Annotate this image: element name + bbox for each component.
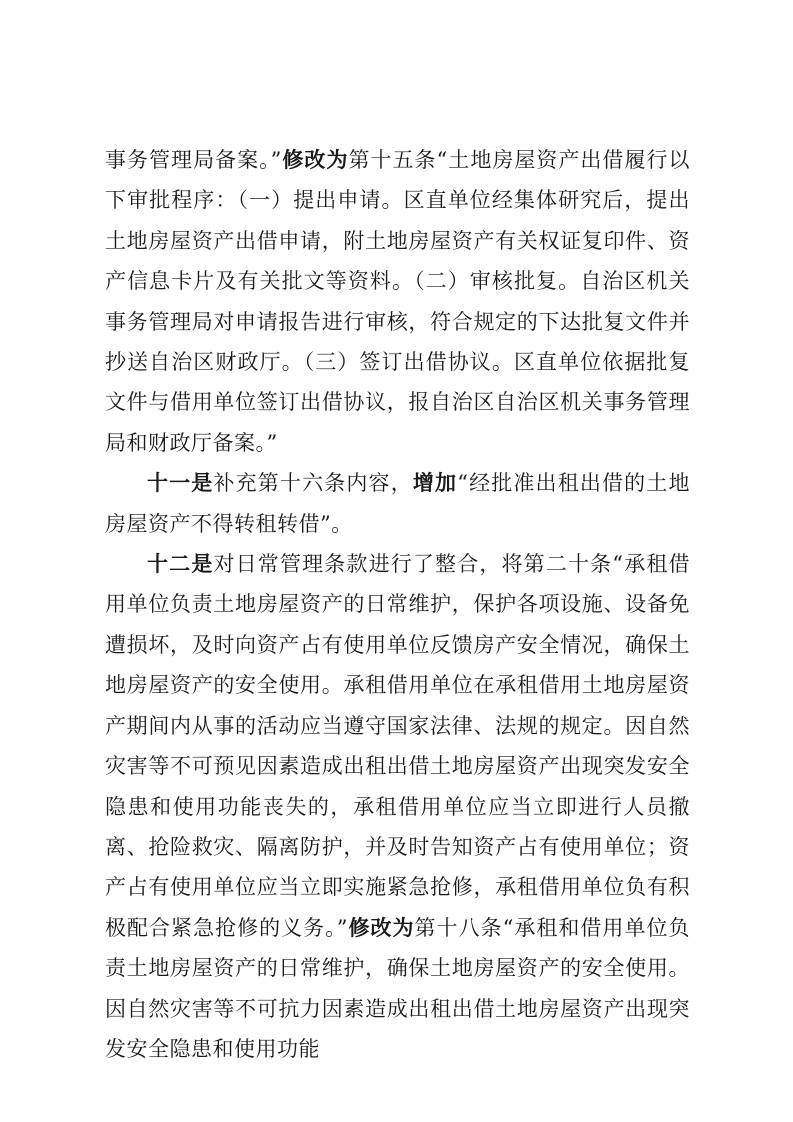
bold-keyword: 修改为 xyxy=(347,915,415,940)
text-segment: 补充第十六条内容， xyxy=(213,471,413,496)
text-segment: 事务管理局备案。” xyxy=(105,148,282,172)
document-body xyxy=(105,140,690,1069)
text-segment: “经批准出租出借的土地房屋资产不得转租转借”。 xyxy=(105,471,690,536)
paragraph-2 xyxy=(105,463,690,544)
paragraph-1 xyxy=(105,140,690,463)
text-segment: 第十五条“土地房屋资产出借履行以下审批程序：（一）提出申请。区直单位经集体研究后，提出土地房屋资产出借申请，附土地房屋资产有关权证复印件、资产信息卡片及有关批文等资料。（二）审核批复。自治区机关事务管理局对申请报告进行审核，符合规定的下达批复文件并抄送自治区财政厅。（三）签订出借协议。区直单位依据批复文件与借用单位签订出借协议，报自治区自治区机关事务管理局和财政厅备案。” xyxy=(105,148,690,455)
bold-keyword: 十一是 xyxy=(147,471,214,496)
text-segment: 对日常管理条款进行了整合，将第二十条“承租借用单位负责土地房屋资产的日常维护，保护各项设施、设备免遭损坏，及时向资产占有使用单位反馈房产安全情况，确保土地房屋资产的安全使用。承租借用单位在承租借用土地房屋资产期间内从事的活动应当遵守国家法律、法规的规定。因自然灾害等不可预见因素造成出租出借土地房屋资产出现突发安全隐患和使用功能丧失的，承租借用单位应当立即进行人员撤离、抢险救灾、隔离防护，并及时告知资产占有使用单位；资产占有使用单位应当立即实施紧急抢修，承租借用单位负有积极配合紧急抢修的义务。” xyxy=(105,552,691,940)
bold-keyword: 增加 xyxy=(412,471,458,496)
bold-keyword: 十二是 xyxy=(147,552,214,577)
bold-keyword: 修改为 xyxy=(281,148,349,172)
paragraph-3 xyxy=(105,544,690,1069)
text-segment: 第十八条“承租和借用单位负责土地房屋资产的日常维护，确保土地房屋资产的安全使用。因自然灾害等不可抗力因素造成出租出借土地房屋资产出现突发安全隐患和使用功能 xyxy=(105,915,690,1061)
